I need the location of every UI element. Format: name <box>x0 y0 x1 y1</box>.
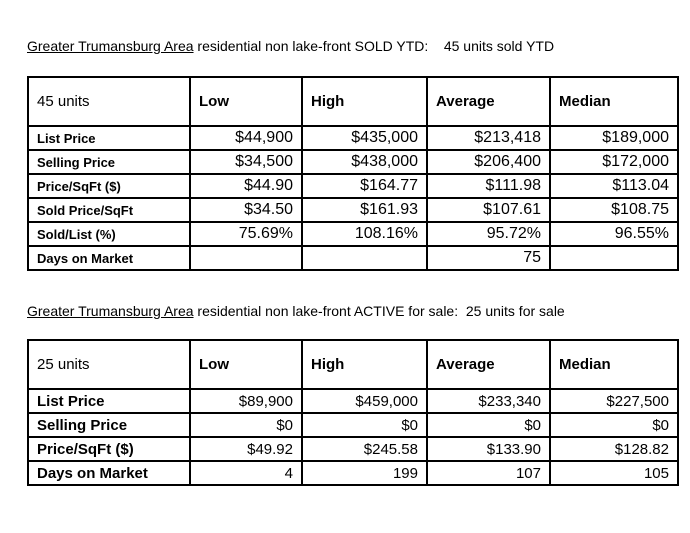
cell-median: 96.55% <box>550 222 678 246</box>
row-label: Days on Market <box>28 246 190 270</box>
cell-median: $172,000 <box>550 150 678 174</box>
table-row <box>28 389 678 413</box>
table-row <box>28 413 678 437</box>
sold-stats-table <box>27 76 679 271</box>
sold-caption-place: Greater Trumansburg Area <box>27 38 194 54</box>
row-label: Sold/List (%) <box>28 222 190 246</box>
column-header-high: High <box>302 77 427 126</box>
cell-median: $128.82 <box>550 437 678 461</box>
cell-high: $0 <box>302 413 427 437</box>
column-header-low: Low <box>190 340 302 389</box>
cell-average: 95.72% <box>427 222 550 246</box>
row-label: Sold Price/SqFt <box>28 198 190 222</box>
table-row <box>28 126 678 150</box>
cell-median: 105 <box>550 461 678 485</box>
cell-low <box>190 246 302 270</box>
table-row <box>28 150 678 174</box>
cell-average: 75 <box>427 246 550 270</box>
cell-high: 199 <box>302 461 427 485</box>
cell-high: $435,000 <box>302 126 427 150</box>
cell-low: $44,900 <box>190 126 302 150</box>
cell-low: $34,500 <box>190 150 302 174</box>
row-label: List Price <box>28 389 190 413</box>
row-label: Price/SqFt ($) <box>28 174 190 198</box>
table-row <box>28 222 678 246</box>
cell-low: $34.50 <box>190 198 302 222</box>
table-row <box>28 198 678 222</box>
active-stats-table <box>27 339 679 486</box>
cell-average: $133.90 <box>427 437 550 461</box>
column-header-median: Median <box>550 77 678 126</box>
table-row <box>28 246 678 270</box>
cell-median: $108.75 <box>550 198 678 222</box>
row-label: Days on Market <box>28 461 190 485</box>
cell-low: $0 <box>190 413 302 437</box>
active-caption <box>27 303 565 319</box>
table-row <box>28 437 678 461</box>
cell-high: $459,000 <box>302 389 427 413</box>
cell-median: $189,000 <box>550 126 678 150</box>
cell-high <box>302 246 427 270</box>
table-header-row <box>28 340 678 389</box>
column-header-average: Average <box>427 340 550 389</box>
column-header-average: Average <box>427 77 550 126</box>
table-row <box>28 174 678 198</box>
cell-high: 108.16% <box>302 222 427 246</box>
cell-low: $49.92 <box>190 437 302 461</box>
units-label: 45 units <box>28 77 190 126</box>
active-caption-place: Greater Trumansburg Area <box>27 303 194 319</box>
row-label: Selling Price <box>28 413 190 437</box>
cell-median: $0 <box>550 413 678 437</box>
cell-low: $44.90 <box>190 174 302 198</box>
row-label: Selling Price <box>28 150 190 174</box>
cell-high: $164.77 <box>302 174 427 198</box>
cell-average: $213,418 <box>427 126 550 150</box>
table-header-row <box>28 77 678 126</box>
cell-average: 107 <box>427 461 550 485</box>
row-label: List Price <box>28 126 190 150</box>
table-row <box>28 461 678 485</box>
cell-high: $161.93 <box>302 198 427 222</box>
sold-caption <box>27 38 554 54</box>
sold-caption-text: residential non lake-front SOLD YTD: 45 units sold YTD <box>193 38 555 54</box>
cell-median <box>550 246 678 270</box>
row-label: Price/SqFt ($) <box>28 437 190 461</box>
column-header-median: Median <box>550 340 678 389</box>
cell-low: 75.69% <box>190 222 302 246</box>
cell-average: $206,400 <box>427 150 550 174</box>
cell-median: $227,500 <box>550 389 678 413</box>
column-header-high: High <box>302 340 427 389</box>
cell-high: $245.58 <box>302 437 427 461</box>
column-header-low: Low <box>190 77 302 126</box>
cell-low: 4 <box>190 461 302 485</box>
units-label: 25 units <box>28 340 190 389</box>
active-caption-text: residential non lake-front ACTIVE for sale: 25 units for sale <box>193 303 565 319</box>
cell-average: $111.98 <box>427 174 550 198</box>
cell-high: $438,000 <box>302 150 427 174</box>
cell-median: $113.04 <box>550 174 678 198</box>
cell-average: $0 <box>427 413 550 437</box>
cell-average: $233,340 <box>427 389 550 413</box>
cell-average: $107.61 <box>427 198 550 222</box>
cell-low: $89,900 <box>190 389 302 413</box>
